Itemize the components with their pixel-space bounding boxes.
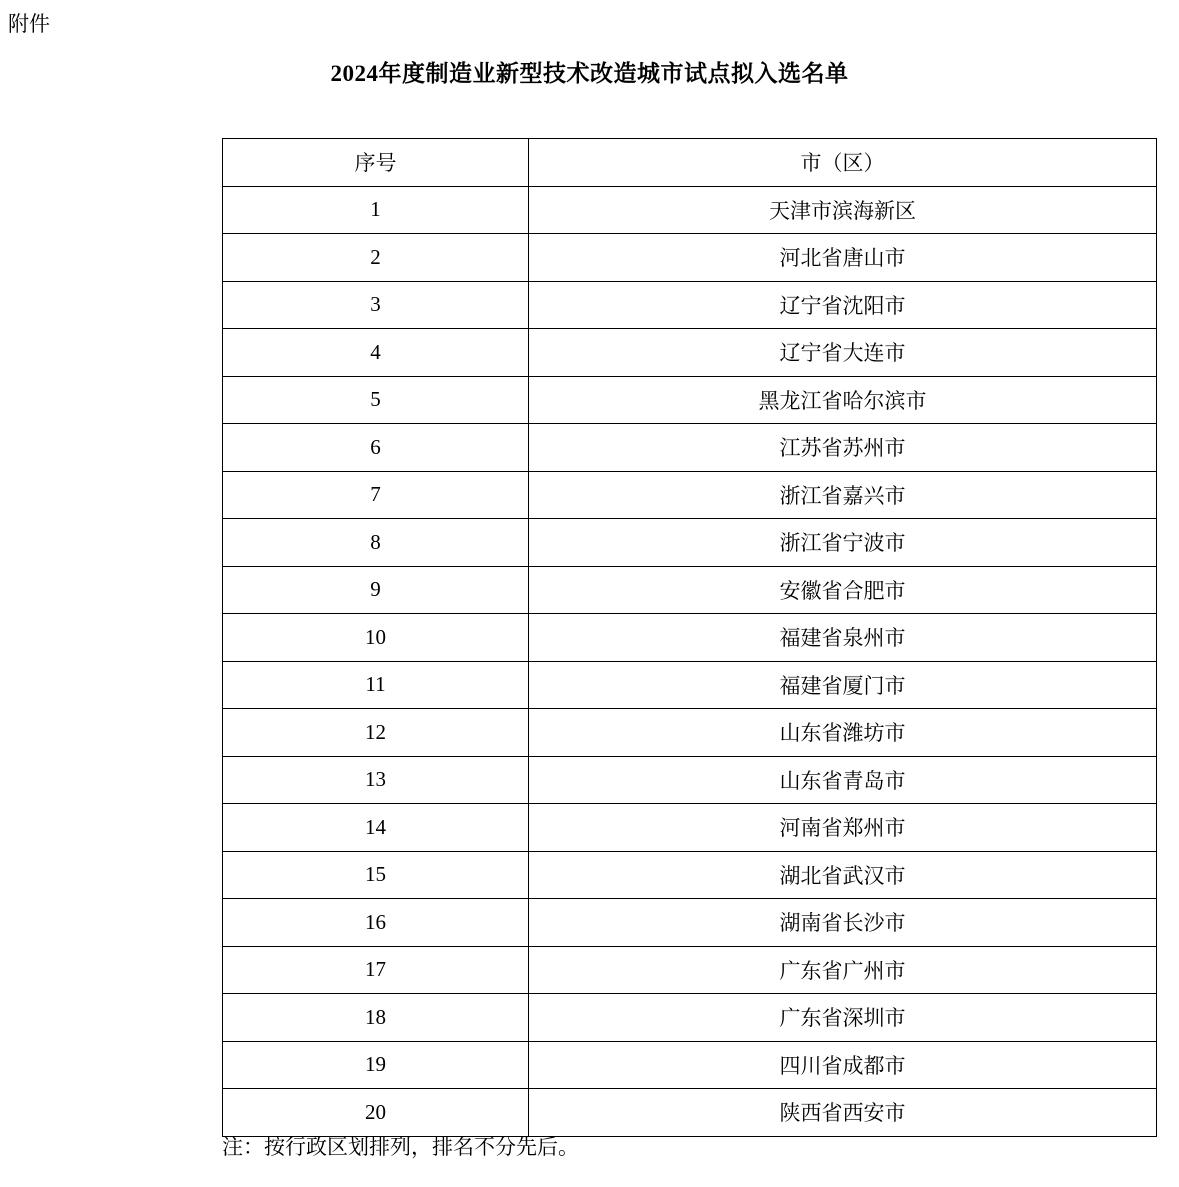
table-row xyxy=(223,899,1157,947)
cell-city: 福建省泉州市 xyxy=(529,614,1157,662)
table-row xyxy=(223,614,1157,662)
cell-index: 15 xyxy=(223,851,529,899)
cell-city: 辽宁省沈阳市 xyxy=(529,281,1157,329)
table-header-row xyxy=(223,139,1157,187)
cell-index: 10 xyxy=(223,614,529,662)
cell-index: 8 xyxy=(223,519,529,567)
column-header-index: 序号 xyxy=(223,139,529,187)
table-note: 注：按行政区划排列，排名不分先后。 xyxy=(222,1135,579,1159)
column-header-city: 市（区） xyxy=(529,139,1157,187)
cell-index: 6 xyxy=(223,424,529,472)
table-row xyxy=(223,376,1157,424)
table-row xyxy=(223,471,1157,519)
cell-city: 陕西省西安市 xyxy=(529,1089,1157,1137)
cell-city: 安徽省合肥市 xyxy=(529,566,1157,614)
cell-city: 湖北省武汉市 xyxy=(529,851,1157,899)
table-row xyxy=(223,709,1157,757)
cell-index: 2 xyxy=(223,234,529,282)
cell-index: 17 xyxy=(223,946,529,994)
cell-city: 福建省厦门市 xyxy=(529,661,1157,709)
cell-city: 辽宁省大连市 xyxy=(529,329,1157,377)
cell-index: 4 xyxy=(223,329,529,377)
cell-index: 13 xyxy=(223,756,529,804)
cell-city: 江苏省苏州市 xyxy=(529,424,1157,472)
cell-city: 河北省唐山市 xyxy=(529,234,1157,282)
cell-index: 12 xyxy=(223,709,529,757)
cell-index: 19 xyxy=(223,1041,529,1089)
cell-index: 20 xyxy=(223,1089,529,1137)
table-row xyxy=(223,281,1157,329)
cell-city: 山东省青岛市 xyxy=(529,756,1157,804)
table-body xyxy=(223,186,1157,1136)
table-header xyxy=(223,139,1157,187)
cell-index: 1 xyxy=(223,186,529,234)
cell-index: 18 xyxy=(223,994,529,1042)
cell-index: 5 xyxy=(223,376,529,424)
page-title: 2024年度制造业新型技术改造城市试点拟入选名单 xyxy=(330,61,849,86)
cell-city: 黑龙江省哈尔滨市 xyxy=(529,376,1157,424)
table-row xyxy=(223,756,1157,804)
table-row xyxy=(223,424,1157,472)
cell-city: 湖南省长沙市 xyxy=(529,899,1157,947)
table-row xyxy=(223,1089,1157,1137)
cell-city: 四川省成都市 xyxy=(529,1041,1157,1089)
attachment-label: 附件 xyxy=(8,12,50,36)
table-row xyxy=(223,1041,1157,1089)
table-row xyxy=(223,234,1157,282)
table-row xyxy=(223,186,1157,234)
cell-index: 16 xyxy=(223,899,529,947)
table-row xyxy=(223,329,1157,377)
table-row xyxy=(223,566,1157,614)
cell-city: 广东省广州市 xyxy=(529,946,1157,994)
cell-city: 广东省深圳市 xyxy=(529,994,1157,1042)
cell-index: 11 xyxy=(223,661,529,709)
cell-index: 9 xyxy=(223,566,529,614)
cell-index: 3 xyxy=(223,281,529,329)
cell-city: 河南省郑州市 xyxy=(529,804,1157,852)
cell-index: 14 xyxy=(223,804,529,852)
cell-city: 浙江省宁波市 xyxy=(529,519,1157,567)
cell-city: 浙江省嘉兴市 xyxy=(529,471,1157,519)
cell-index: 7 xyxy=(223,471,529,519)
table-row xyxy=(223,994,1157,1042)
city-list-table-wrapper xyxy=(222,138,1156,1137)
cell-city: 山东省潍坊市 xyxy=(529,709,1157,757)
table-row xyxy=(223,661,1157,709)
cell-city: 天津市滨海新区 xyxy=(529,186,1157,234)
table-row xyxy=(223,946,1157,994)
table-row xyxy=(223,851,1157,899)
table-row xyxy=(223,519,1157,567)
table-row xyxy=(223,804,1157,852)
city-list-table xyxy=(222,138,1157,1137)
